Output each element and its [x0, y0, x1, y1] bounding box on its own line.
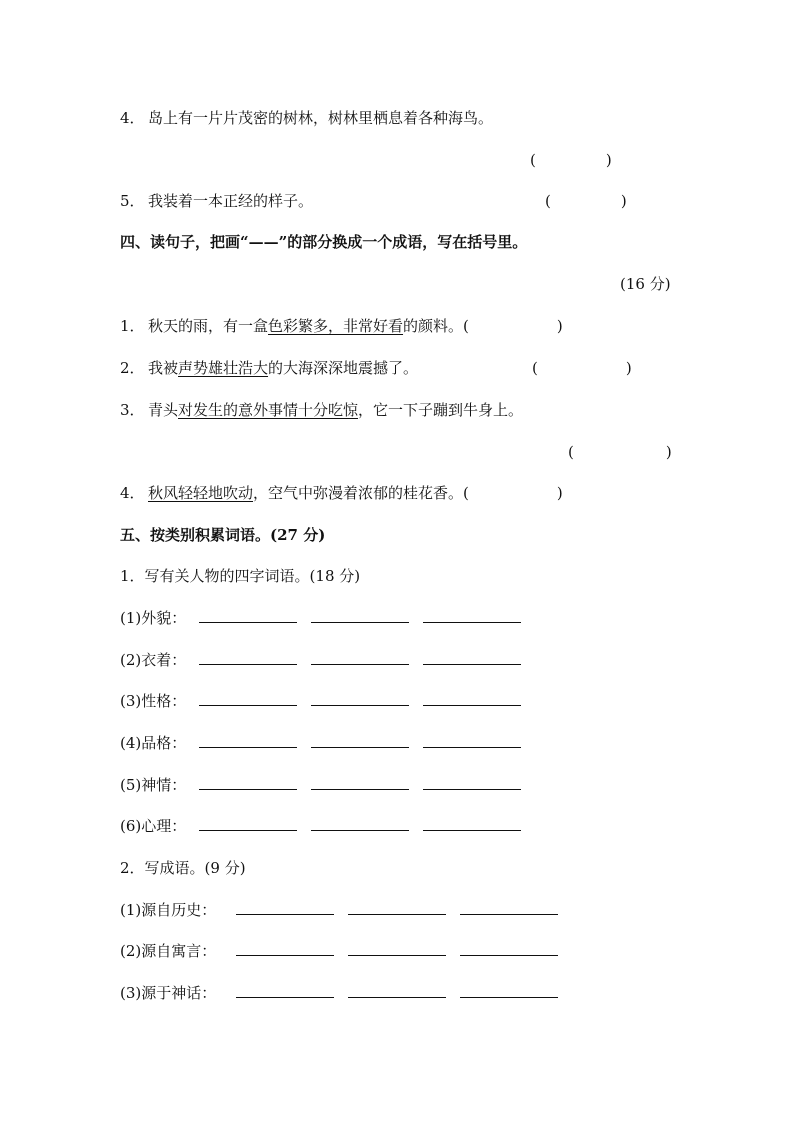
answer-blank[interactable]: [423, 733, 521, 748]
answer-blank[interactable]: [423, 608, 521, 623]
answer-parens[interactable]: ( ): [530, 151, 612, 169]
s5-row: (6)心理：: [120, 816, 535, 836]
answer-parens[interactable]: ( ): [463, 317, 563, 335]
s5-sub2-title: 2．写成语。(9 分): [120, 859, 246, 877]
item-5-top: [120, 191, 313, 211]
answer-blank[interactable]: [199, 816, 297, 831]
answer-blank[interactable]: [311, 733, 409, 748]
answer-blank[interactable]: [460, 983, 558, 998]
s5-row: (3)源于神话：: [120, 983, 572, 1003]
s5-row: (1)源自历史：: [120, 900, 572, 920]
underlined-phrase: 秋风轻轻地吹动: [148, 484, 254, 502]
answer-blank[interactable]: [311, 691, 409, 706]
answer-blank[interactable]: [199, 775, 297, 790]
s4-item-3: 3． 青头对发生的意外事情十分吃惊，它一下子蹦到牛身上。: [120, 401, 524, 419]
answer-blank[interactable]: [460, 900, 558, 915]
answer-blank[interactable]: [348, 900, 446, 915]
answer-blank[interactable]: [236, 941, 334, 956]
answer-blank[interactable]: [311, 650, 409, 665]
answer-blank[interactable]: [199, 650, 297, 665]
answer-blank[interactable]: [423, 816, 521, 831]
answer-blank[interactable]: [460, 941, 558, 956]
s5-row: (2)衣着：: [120, 650, 535, 670]
s5-row: (5)神情：: [120, 775, 535, 795]
s5-row: (1)外貌：: [120, 608, 535, 628]
item-text: 岛上有一片片茂密的树林，树林里栖息着各种海鸟。: [148, 109, 494, 127]
s4-item-2: 2． 我被声势雄壮浩大的大海深深地震撼了。: [120, 359, 419, 377]
section-4-score: (16 分): [620, 275, 671, 293]
section-5-heading: 五、按类别积累词语。(27 分): [120, 526, 326, 544]
answer-parens[interactable]: ( ): [463, 484, 563, 502]
s5-row: (2)源自寓言：: [120, 941, 572, 961]
section-4-heading: 四、读句子，把画“——”的部分换成一个成语，写在括号里。: [120, 233, 528, 251]
s4-item-1: 1． 秋天的雨，有一盒色彩繁多，非常好看的颜料。( ): [120, 317, 563, 335]
answer-blank[interactable]: [311, 775, 409, 790]
answer-blank[interactable]: [199, 691, 297, 706]
item-number: 5．: [120, 192, 145, 210]
item-4-top: [120, 108, 493, 128]
answer-blank[interactable]: [423, 691, 521, 706]
s4-item-4: 4． 秋风轻轻地吹动，空气中弥漫着浓郁的桂花香。( ): [120, 484, 563, 502]
answer-parens[interactable]: ( ): [532, 359, 632, 377]
answer-blank[interactable]: [311, 608, 409, 623]
s5-sub1-title: 1．写有关人物的四字词语。(18 分): [120, 567, 361, 585]
answer-blank[interactable]: [423, 650, 521, 665]
item-number: 4．: [120, 109, 145, 127]
s5-row: (3)性格：: [120, 691, 535, 711]
answer-blank[interactable]: [348, 983, 446, 998]
answer-blank[interactable]: [236, 900, 334, 915]
answer-blank[interactable]: [199, 608, 297, 623]
answer-parens[interactable]: ( ): [545, 192, 627, 210]
s5-row: (4)品格：: [120, 733, 535, 753]
answer-blank[interactable]: [348, 941, 446, 956]
answer-blank[interactable]: [311, 816, 409, 831]
answer-parens[interactable]: ( ): [568, 443, 672, 461]
answer-blank[interactable]: [199, 733, 297, 748]
underlined-phrase: 声势雄壮浩大: [178, 359, 269, 377]
underlined-phrase: 色彩繁多，非常好看: [268, 317, 404, 335]
answer-blank[interactable]: [423, 775, 521, 790]
item-text: 我装着一本正经的样子。: [148, 192, 314, 210]
answer-blank[interactable]: [236, 983, 334, 998]
underlined-phrase: 对发生的意外事情十分吃惊: [178, 401, 359, 419]
